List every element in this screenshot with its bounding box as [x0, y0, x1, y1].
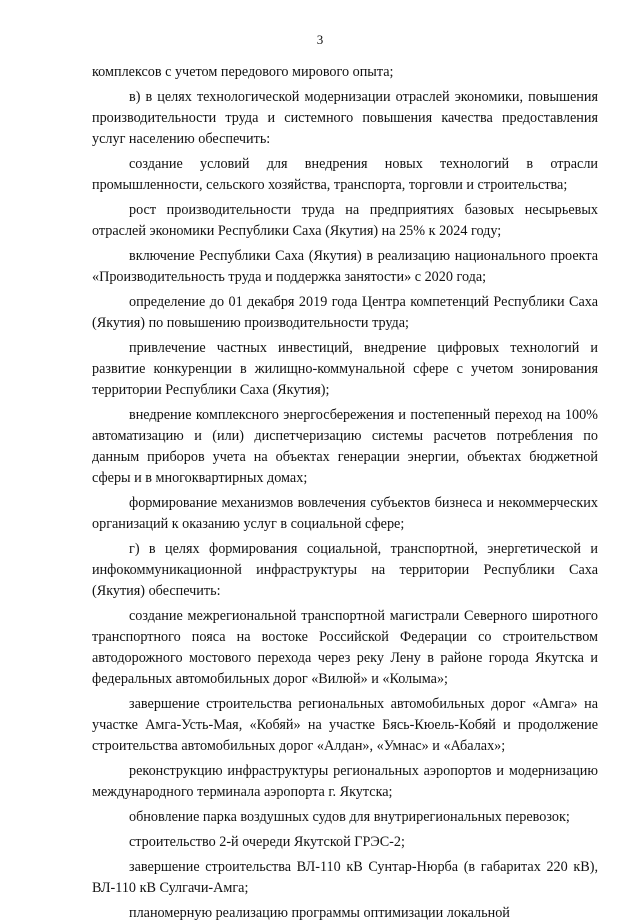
paragraph: включение Республики Саха (Якутия) в реализацию национального проекта «Производительность труда и поддержка занятости» с 2020 года;: [92, 248, 598, 285]
paragraph: внедрение комплексного энергосбережения и постепенный переход на 100% автоматизацию и (или) диспетчеризацию системы расчетов потребления по данным приборов учета на объектах генерации энергии, объектах бюджетной сферы и в многоквартирных домах;: [92, 407, 598, 486]
paragraph: привлечение частных инвестиций, внедрение цифровых технологий и развитие конкуренции в жилищно-коммунальной сфере с учетом зонирования территории Республики Саха (Якутия);: [92, 340, 598, 398]
document-body: [92, 62, 598, 924]
paragraph: обновление парка воздушных судов для внутрирегиональных перевозок;: [129, 809, 570, 825]
paragraph: комплексов с учетом передового мирового опыта;: [92, 64, 394, 80]
paragraph: г) в целях формирования социальной, транспортной, энергетической и инфокоммуникационной инфраструктуры на территории Республики Саха (Якутия) обеспечить:: [92, 541, 598, 599]
page-number: 3: [316, 32, 324, 47]
paragraph: завершение строительства ВЛ-110 кВ Сунтар-Нюрба (в габаритах 220 кВ), ВЛ-110 кВ Сулгачи-Амга;: [92, 859, 598, 896]
paragraph: формирование механизмов вовлечения субъектов бизнеса и некоммерческих организаций к оказанию услуг в социальной сфере;: [92, 495, 598, 532]
paragraph: создание условий для внедрения новых технологий в отрасли промышленности, сельского хозяйства, транспорта, торговли и строительства;: [92, 156, 598, 193]
paragraph: реконструкцию инфраструктуры региональных аэропортов и модернизацию международного терминала аэропорта г. Якутска;: [92, 763, 598, 800]
paragraph: строительство 2-й очереди Якутской ГРЭС-2;: [129, 834, 405, 850]
paragraph: планомерную реализацию программы оптимизации локальной: [129, 905, 510, 921]
paragraph: определение до 01 декабря 2019 года Центра компетенций Республики Саха (Якутия) по повышению производительности труда;: [92, 294, 598, 331]
paragraph: в) в целях технологической модернизации отраслей экономики, повышения производительности труда и системного повышения качества предоставления услуг населению обеспечить:: [92, 89, 598, 147]
paragraph: завершение строительства региональных автомобильных дорог «Амга» на участке Амга-Усть-Мая, «Кобяй» на участке Бясь-Кюель-Кобяй и продолжение строительства автомобильных дорог «Алдан», «Умнас» и «Абалах»;: [92, 696, 598, 754]
paragraph: создание межрегиональной транспортной магистрали Северного широтного транспортного пояса на востоке Российской Федерации со строительством автодорожного мостового перехода через реку Лену в районе города Якутска и федеральных автомобильных дорог «Вилюй» и «Колыма»;: [92, 608, 598, 687]
paragraph: рост производительности труда на предприятиях базовых несырьевых отраслей экономики Республики Саха (Якутия) на 25% к 2024 году;: [92, 202, 598, 239]
